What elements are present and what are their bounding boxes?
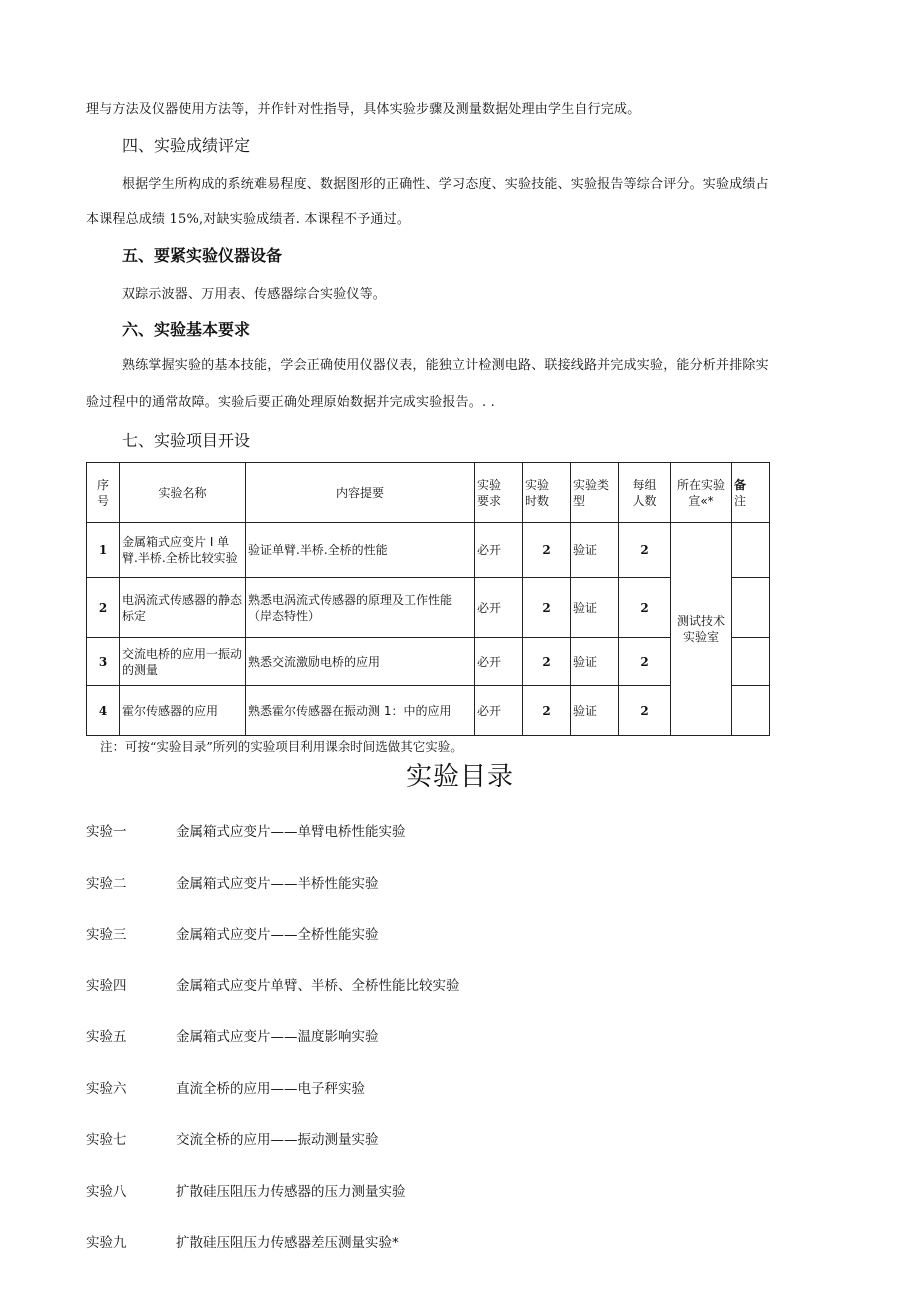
- header-name: 实验名称: [120, 463, 246, 523]
- table-row: [87, 523, 770, 578]
- section-6-line-1: 熟练掌握实验的基本技能，学会正确使用仪器仪表，能独立计检测电路、联接线路并完成实验，能分析并排除实: [122, 358, 769, 373]
- row-requirement: 必开: [475, 638, 523, 686]
- row-content: 熟悉交流激励电桥的应用: [246, 638, 475, 686]
- row-requirement: 必开: [475, 578, 523, 638]
- catalog-item-name: 金属箱式应变片——半桥性能实验: [176, 876, 379, 892]
- catalog-item-name: 金属箱式应变片——单臂电桥性能实验: [176, 824, 406, 840]
- catalog-item-name: 扩散硅压阻压力传感器差压测量实验*: [176, 1235, 399, 1251]
- table-row: [87, 578, 770, 638]
- table-row: [87, 686, 770, 736]
- catalog-item-name: 金属箱式应变片——温度影响实验: [176, 1029, 379, 1045]
- row-hours: 2: [523, 578, 571, 638]
- row-type: 验证: [571, 686, 619, 736]
- row-group-size: 2: [619, 686, 671, 736]
- row-name: 电涡流式传感器的静态标定: [120, 578, 246, 638]
- row-note: [732, 523, 770, 578]
- table-note: 注：可按“实验目录”所列的实验项目利用课余时间选做其它实验。: [100, 739, 463, 754]
- row-seq: 3: [87, 638, 120, 686]
- catalog-title: 实验目录: [406, 762, 515, 792]
- row-type: 验证: [571, 578, 619, 638]
- row-content: 熟悉霍尔传感器在振动测 1：中的应用: [246, 686, 475, 736]
- section-7-heading: 七、实验项目开设: [122, 431, 251, 450]
- catalog-item-no: 实验二: [86, 876, 127, 892]
- section-5-heading: 五、要紧实验仪器设备: [122, 246, 283, 265]
- row-requirement: 必开: [475, 686, 523, 736]
- table-header-row: [87, 463, 770, 523]
- row-group-size: 2: [619, 523, 671, 578]
- catalog-item-no: 实验三: [86, 927, 127, 943]
- catalog-item-name: 交流全桥的应用——振动测量实验: [176, 1132, 379, 1148]
- section-4-line-1: 根据学生所构成的系统难易程度、数据图形的正确性、学习态度、实验技能、实验报告等综合评分。实验成绩占: [122, 177, 769, 192]
- catalog-item-name: 扩散硅压阻压力传感器的压力测量实验: [176, 1184, 406, 1200]
- row-type: 验证: [571, 523, 619, 578]
- intro-tail-text: 理与方法及仪器使用方法等，并作针对性指导，具体实验步骤及测量数据处理由学生自行完成。: [86, 102, 641, 117]
- catalog-item-name: 金属箱式应变片单臂、半桥、全桥性能比较实验: [176, 978, 460, 994]
- row-content: 验证单臂.半桥.全桥的性能: [246, 523, 475, 578]
- row-note: [732, 578, 770, 638]
- lab-merged-cell: 测试技术实验室: [671, 523, 732, 736]
- row-seq: 1: [87, 523, 120, 578]
- catalog-item-no: 实验六: [86, 1081, 127, 1097]
- catalog-item-no: 实验八: [86, 1184, 127, 1200]
- row-content: 熟悉电涡流式传感器的原理及工作性能（岸态特性）: [246, 578, 475, 638]
- row-name: 金属箱式应变片 I 单臂.半桥.全桥比较实验: [120, 523, 246, 578]
- table-row: [87, 638, 770, 686]
- catalog-item-name: 直流全桥的应用——电子秤实验: [176, 1081, 365, 1097]
- header-content: 内容提要: [246, 463, 475, 523]
- section-6-line-2: 验过程中的通常故障。实验后要正确处理原始数据并完成实验报告。. .: [86, 395, 495, 410]
- row-seq: 4: [87, 686, 120, 736]
- header-lab: 所在实验 宣«*: [671, 463, 732, 523]
- header-requirement: 实验 要求: [475, 463, 523, 523]
- catalog-item-no: 实验七: [86, 1132, 127, 1148]
- header-type: 实验类 型: [571, 463, 619, 523]
- row-note: [732, 638, 770, 686]
- row-group-size: 2: [619, 578, 671, 638]
- catalog-item-no: 实验五: [86, 1029, 127, 1045]
- header-hours: 实验 时数: [523, 463, 571, 523]
- row-seq: 2: [87, 578, 120, 638]
- header-note: 备 注: [732, 463, 770, 523]
- row-type: 验证: [571, 638, 619, 686]
- row-hours: 2: [523, 638, 571, 686]
- row-requirement: 必开: [475, 523, 523, 578]
- catalog-item-no: 实验四: [86, 978, 127, 994]
- section-5-line-1: 双踪示波器、万用表、传感器综合实验仪等。: [122, 287, 387, 302]
- section-4-line-2: 本课程总成绩 15%,对缺实验成绩者. 本课程不予通过。: [86, 212, 411, 227]
- row-hours: 2: [523, 523, 571, 578]
- catalog-item-no: 实验九: [86, 1235, 127, 1251]
- header-group-size: 每组 人数: [619, 463, 671, 523]
- row-name: 霍尔传感器的应用: [120, 686, 246, 736]
- header-seq: 序 号: [87, 463, 120, 523]
- row-hours: 2: [523, 686, 571, 736]
- catalog-item-no: 实验一: [86, 824, 127, 840]
- row-note: [732, 686, 770, 736]
- section-6-heading: 六、实验基本要求: [122, 320, 251, 339]
- catalog-item-name: 金属箱式应变片——全桥性能实验: [176, 927, 379, 943]
- experiment-table: [86, 462, 770, 736]
- section-4-heading: 四、实验成绩评定: [122, 136, 251, 155]
- row-name: 交流电桥的应用一振动的测量: [120, 638, 246, 686]
- row-group-size: 2: [619, 638, 671, 686]
